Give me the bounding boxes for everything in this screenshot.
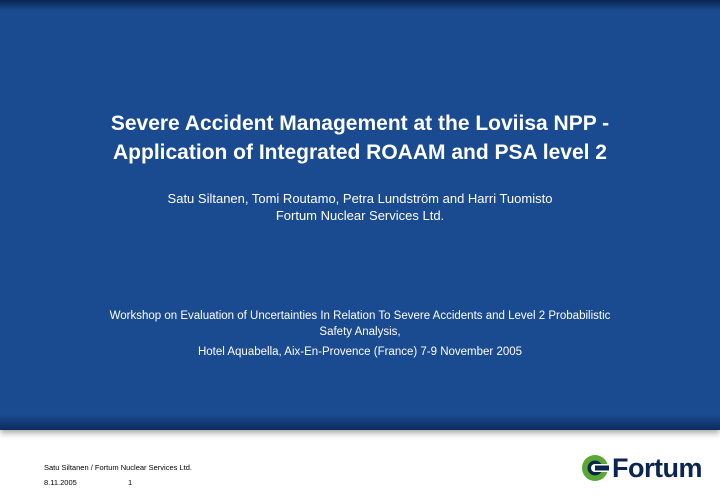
authors: Satu Siltanen, Tomi Routamo, Petra Lundström and Harri Tuomisto [167,191,553,206]
page-number: 1 [128,478,133,487]
footer-date: 8.11.2005 [44,478,77,487]
workshop-line-2: Safety Analysis, [319,326,401,338]
slide-title [20,109,700,167]
title-line-2: Application of Integrated ROAAM and PSA level 2 [113,141,607,164]
author-block [20,190,700,224]
organization: Fortum Nuclear Services Ltd. [275,208,445,223]
fortum-logo [580,448,702,488]
workshop-block [60,308,660,360]
fortum-logo-icon [580,453,610,483]
logo-text: Fortum [612,452,702,483]
title-line-1: Severe Accident Management at the Loviisa NPP - [110,112,610,135]
venue: Hotel Aquabella, Aix-En-Provence (France) 7-9 November 2005 [197,346,523,358]
footer-author: Satu Siltanen / Fortum Nuclear Services Ltd. [44,463,192,472]
workshop-line-1: Workshop on Evaluation of Uncertainties In Relation To Severe Accidents and Level 2 Probabilistic [109,310,611,322]
